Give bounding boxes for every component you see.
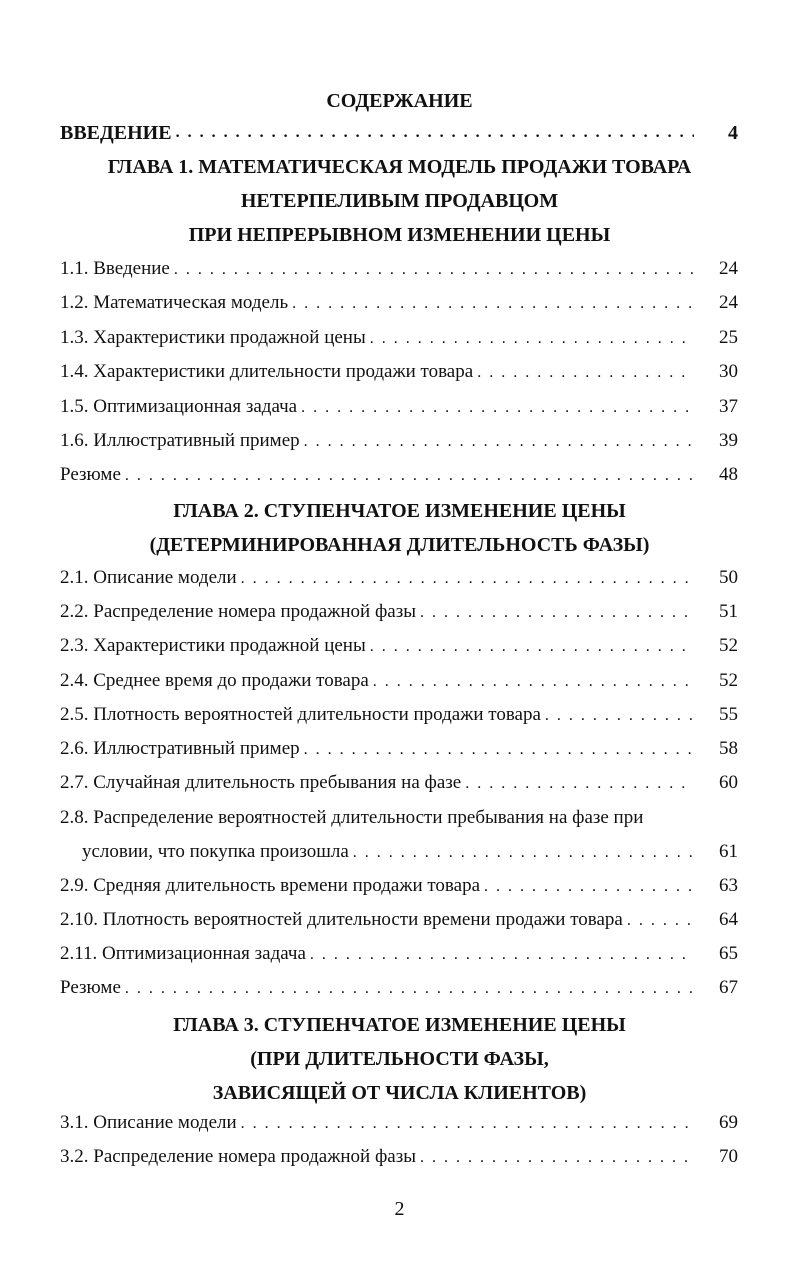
toc-entry-page: 24 — [719, 258, 738, 279]
toc-entry-page: 52 — [719, 670, 738, 691]
leader-dots — [241, 566, 694, 592]
toc-entry — [60, 702, 738, 729]
chapter-heading-line: (ПРИ ДЛИТЕЛЬНОСТИ ФАЗЫ, — [250, 1048, 549, 1070]
leader-dots — [370, 634, 694, 660]
toc-entry-label: 1.1. Введение — [60, 258, 170, 279]
toc-entry — [60, 428, 738, 455]
toc-entry-page: 69 — [719, 1112, 738, 1133]
chapter-heading-line: ГЛАВА 2. СТУПЕНЧАТОЕ ИЗМЕНЕНИЕ ЦЕНЫ — [173, 500, 626, 522]
leader-dots — [174, 257, 694, 283]
leader-dots — [420, 600, 694, 626]
leader-dots — [125, 463, 694, 489]
leader-dots — [545, 703, 694, 729]
toc-entry-label: 1.4. Характеристики длительности продажи товара — [60, 361, 474, 382]
toc-entry-label: 2.5. Плотность вероятностей длительности продажи товара — [60, 704, 541, 725]
chapter-heading-line: (ДЕТЕРМИНИРОВАННАЯ ДЛИТЕЛЬНОСТЬ ФАЗЫ) — [149, 534, 650, 556]
toc-entry — [60, 359, 738, 386]
chapter-heading-line: ГЛАВА 3. СТУПЕНЧАТОЕ ИЗМЕНЕНИЕ ЦЕНЫ — [173, 1014, 626, 1036]
toc-entry — [60, 736, 738, 763]
leader-dots — [370, 326, 694, 352]
toc-entry-page: 24 — [719, 292, 738, 313]
leader-dots — [301, 395, 694, 421]
toc-entry-page: 55 — [719, 704, 738, 725]
chapter-3-heading — [0, 1008, 799, 1110]
toc-entry-page: 48 — [719, 464, 738, 485]
toc-entry-label-line1: 2.8. Распределение вероятностей длительности пребывания на фазе при — [60, 807, 644, 828]
chapter-heading-line: НЕТЕРПЕЛИВЫМ ПРОДАВЦОМ — [240, 190, 559, 212]
toc-entry-page: 39 — [719, 430, 738, 451]
toc-entry — [60, 941, 738, 968]
toc-entry-label: 2.2. Распределение номера продажной фазы — [60, 601, 416, 622]
leader-dots — [304, 429, 694, 455]
toc-entry — [60, 1110, 738, 1137]
toc-entry-page: 67 — [719, 977, 738, 998]
toc-entry — [60, 770, 738, 797]
toc-entry-page: 65 — [719, 943, 738, 964]
toc-entry-line2 — [60, 835, 738, 870]
toc-entry-page: 4 — [728, 122, 738, 144]
toc-entry — [60, 975, 738, 1002]
toc-entry-label-line2: условии, что покупка произошла — [82, 841, 349, 862]
leader-dots — [477, 360, 694, 386]
toc-entry-label: 1.5. Оптимизационная задача — [60, 396, 298, 417]
toc-entry-label: 3.1. Описание модели — [60, 1112, 237, 1133]
chapter-1-heading — [0, 150, 799, 252]
chapter-heading-line: ЗАВИСЯЩЕЙ ОТ ЧИСЛА КЛИЕНТОВ) — [212, 1082, 587, 1104]
leader-dots — [292, 291, 694, 317]
toc-entry — [60, 907, 738, 934]
leader-dots — [304, 737, 694, 763]
toc-entry-page: 64 — [719, 909, 738, 930]
chapter-2-heading — [0, 494, 799, 562]
toc-entry-page: 51 — [719, 601, 738, 622]
toc-entry — [60, 394, 738, 421]
toc-entry-label: ВВЕДЕНИЕ — [60, 122, 172, 144]
toc-entry-label: 3.2. Распределение номера продажной фазы — [60, 1146, 416, 1167]
toc-entry — [60, 256, 738, 283]
leader-dots — [627, 908, 694, 934]
toc-entry-label: Резюме — [60, 464, 121, 485]
toc-entry — [60, 565, 738, 592]
leader-dots — [310, 942, 694, 968]
toc-entry-page: 61 — [719, 841, 738, 862]
leader-dots — [373, 669, 694, 695]
leader-dots — [176, 120, 694, 146]
toc-entry — [60, 1144, 738, 1171]
toc-entry-label: 2.9. Средняя длительность времени продажи товара — [60, 875, 481, 896]
toc-entry-label: Резюме — [60, 977, 121, 998]
toc-entry-page: 37 — [719, 396, 738, 417]
toc-entry-page: 52 — [719, 635, 738, 656]
leader-dots — [125, 976, 694, 1002]
chapter-heading-line: ПРИ НЕПРЕРЫВНОМ ИЗМЕНЕНИИ ЦЕНЫ — [188, 224, 611, 246]
toc-entry-page: 58 — [719, 738, 738, 759]
toc-entry — [60, 599, 738, 626]
toc-entry-intro — [60, 120, 738, 146]
toc-entry-label: 2.6. Иллюстративный пример — [60, 738, 300, 759]
toc-entry-page: 70 — [719, 1146, 738, 1167]
toc-entry-label: 2.4. Среднее время до продажи товара — [60, 670, 369, 691]
leader-dots — [465, 771, 694, 797]
leader-dots — [241, 1111, 694, 1137]
toc-entry-page: 50 — [719, 567, 738, 588]
toc-entry-label: 2.11. Оптимизационная задача — [60, 943, 306, 964]
page-number: 2 — [394, 1198, 405, 1220]
toc-entry — [60, 633, 738, 660]
toc-entry-page: 30 — [719, 361, 738, 382]
toc-entry-label: 1.2. Математическая модель — [60, 292, 289, 313]
chapter-heading-line: ГЛАВА 1. МАТЕМАТИЧЕСКАЯ МОДЕЛЬ ПРОДАЖИ ТОВАРА — [107, 156, 692, 178]
toc-entry-label: 2.3. Характеристики продажной цены — [60, 635, 366, 656]
toc-entry-multiline — [60, 801, 738, 870]
toc-entry-label: 2.1. Описание модели — [60, 567, 237, 588]
toc-entry — [60, 668, 738, 695]
leader-dots — [484, 874, 694, 900]
page-title: СОДЕРЖАНИЕ — [326, 90, 473, 112]
toc-entry — [60, 325, 738, 352]
toc-entry-label: 1.3. Характеристики продажной цены — [60, 327, 366, 348]
toc-entry-label: 2.7. Случайная длительность пребывания на фазе — [60, 772, 462, 793]
leader-dots — [353, 836, 694, 870]
toc-entry-page: 25 — [719, 327, 738, 348]
toc-entry-page: 63 — [719, 875, 738, 896]
leader-dots — [420, 1145, 694, 1171]
toc-entry — [60, 873, 738, 900]
toc-entry — [60, 462, 738, 489]
toc-entry — [60, 290, 738, 317]
toc-entry-label: 2.10. Плотность вероятностей длительности времени продажи товара — [60, 909, 623, 930]
toc-entry-label: 1.6. Иллюстративный пример — [60, 430, 300, 451]
toc-entry-page: 60 — [719, 772, 738, 793]
